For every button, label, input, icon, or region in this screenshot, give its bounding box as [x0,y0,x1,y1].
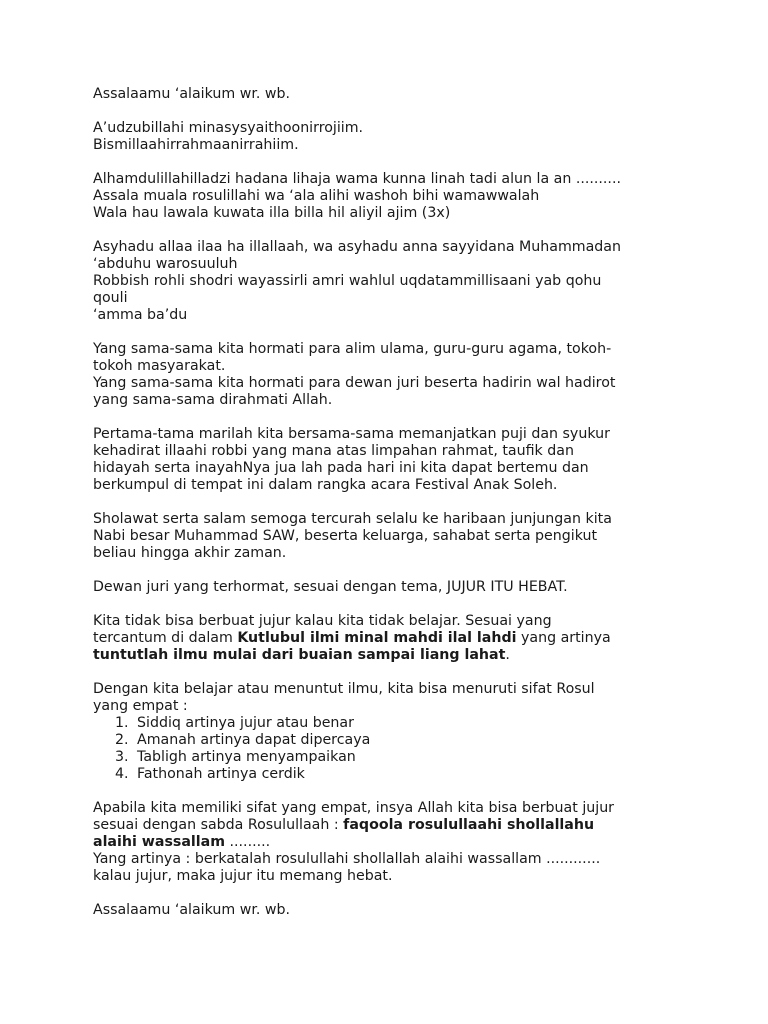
closing-line-2-pre: sesuai dengan sabda Rosulullaah : [93,817,344,833]
doa-line-2: qouli [93,290,128,306]
closing-line-5: kalau jujur, maka jujur itu memang hebat. [93,868,393,884]
sifat-intro-line-1: Dengan kita belajar atau menuntut ilmu, kita bisa menuruti sifat Rosul [93,681,595,697]
list-number: 3. [115,749,129,765]
kitab-meaning: tuntutlah ilmu mulai dari buaian sampai liang lahat [93,647,506,663]
respect-line-1: Yang sama-sama kita hormati para alim ulama, guru-guru agama, tokoh- [93,341,612,357]
closing-line-4: Yang artinya : berkatalah rosulullahi shollallah alaihi wassallam ............ [93,851,601,867]
syahadat-line-2: ‘abduhu warosuuluh [93,256,238,272]
list-number: 2. [115,732,129,748]
hadith-text-1: faqoola rosulullaahi shollallahu [343,817,595,833]
kitab-title: Kutlubul ilmi minal mahdi ilal lahdi [237,630,517,646]
list-item [93,766,683,783]
praise-line-4: berkumpul di tempat ini dalam rangka acara Festival Anak Soleh. [93,477,558,493]
respect-line-4: yang sama-sama dirahmati Allah. [93,392,333,408]
learn-line-2 [93,630,683,647]
hadith-text-2: alaihi wassallam [93,834,226,850]
list-text: Tabligh artinya menyampaikan [137,749,356,765]
list-item [93,732,683,749]
list-text: Amanah artinya dapat dipercaya [137,732,371,748]
doa-line-1: Robbish rohli shodri wayassirli amri wahlul uqdatammillisaani yab qohu [93,273,602,289]
learn-line-2-pre: tercantum di dalam [93,630,238,646]
learn-line-3-post: . [505,647,510,663]
amma-badu-line: ‘amma ba’du [93,307,188,323]
hamdalah-line-2: Assala muala rosulillahi wa ‘ala alihi washoh bihi wamawwalah [93,188,540,204]
list-number: 4. [115,766,129,782]
basmalah-line: Bismillaahirrahmaanirrahiim. [93,137,299,153]
sholawat-line-1: Sholawat serta salam semoga tercurah selalu ke haribaan junjungan kita [93,511,612,527]
opening-greeting: Assalaamu ‘alaikum wr. wb. [93,86,290,102]
praise-line-1: Pertama-tama marilah kita bersama-sama memanjatkan puji dan syukur [93,426,610,442]
speech-document [93,86,683,919]
closing-line-3-post: ......... [225,834,271,850]
learn-line-2-post: yang artinya [516,630,611,646]
list-number: 1. [115,715,129,731]
praise-line-3: hidayah serta inayahNya jua lah pada hari ini kita dapat bertemu dan [93,460,589,476]
list-item [93,715,683,732]
sholawat-line-3: beliau hingga akhir zaman. [93,545,287,561]
closing-greeting: Assalaamu ‘alaikum wr. wb. [93,902,290,918]
theme-line: Dewan juri yang terhormat, sesuai dengan tema, JUJUR ITU HEBAT. [93,579,568,595]
respect-line-3: Yang sama-sama kita hormati para dewan juri beserta hadirin wal hadirot [93,375,616,391]
praise-line-2: kehadirat illaahi robbi yang mana atas limpahan rahmat, taufik dan [93,443,574,459]
taawudz-line: A’udzubillahi minasysyaithoonirrojiim. [93,120,364,136]
hamdalah-line-1: Alhamdulillahilladzi hadana lihaja wama kunna linah tadi alun la an .......... [93,171,621,187]
list-text: Siddiq artinya jujur atau benar [137,715,354,731]
list-item [93,749,683,766]
learn-line-1: Kita tidak bisa berbuat jujur kalau kita tidak belajar. Sesuai yang [93,613,552,629]
closing-line-1: Apabila kita memiliki sifat yang empat, insya Allah kita bisa berbuat jujur [93,800,615,816]
sholawat-line-2: Nabi besar Muhammad SAW, beserta keluarga, sahabat serta pengikut [93,528,598,544]
respect-line-2: tokoh masyarakat. [93,358,226,374]
learn-line-3 [93,647,683,664]
list-text: Fathonah artinya cerdik [137,766,305,782]
closing-line-2 [93,817,683,834]
hamdalah-line-3: Wala hau lawala kuwata illa billa hil aliyil ajim (3x) [93,205,451,221]
syahadat-line-1: Asyhadu allaa ilaa ha illallaah, wa asyhadu anna sayyidana Muhammadan [93,239,621,255]
sifat-intro-line-2: yang empat : [93,698,188,714]
closing-line-3 [93,834,683,851]
